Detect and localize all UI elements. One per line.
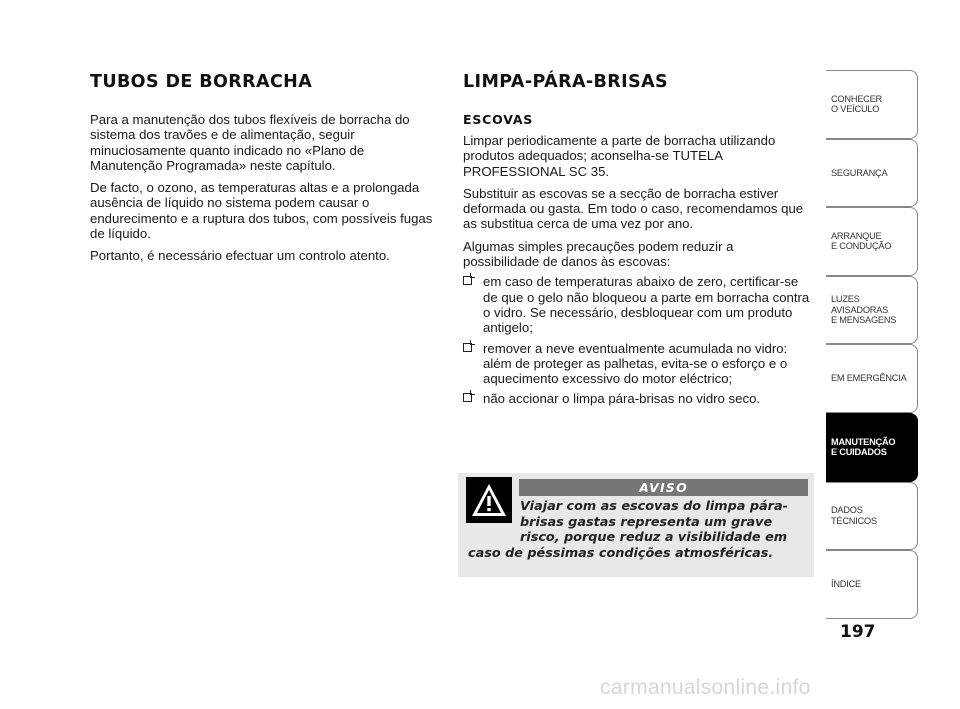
list-item: remover a neve eventualmente acumulada no vidro: além de proteger as palhetas, evita-se o esforço e o aquecimento excessivo do motor eléctrico;	[463, 341, 813, 387]
list-item: em caso de temperaturas abaixo de zero, certificar-se de que o gelo não bloqueou a parte em borracha contra o vidro. Se necessário, desbloquear com um produto antigelo;	[463, 274, 813, 335]
warning-box	[458, 473, 814, 577]
tab-chapter-7[interactable]	[826, 550, 918, 619]
section-title-tubos: TUBOS DE BORRACHA	[90, 72, 313, 92]
checkbox-bullet-icon	[463, 276, 472, 285]
tab-chapter-3[interactable]	[826, 276, 918, 345]
precautions-list	[463, 274, 813, 406]
watermark: carmanualsonline.info	[600, 676, 811, 699]
tab-chapter-4[interactable]	[826, 344, 918, 413]
tab-label: EM EMERGÊNCIA	[831, 373, 907, 384]
tab-label: SEGURANÇA	[831, 167, 888, 178]
tab-label: DADOS TÉCNICOS	[831, 505, 877, 526]
subsection-title-escovas: ESCOVAS	[463, 112, 534, 127]
paragraph: Limpar periodicamente a parte de borracha utilizando produtos adequados; aconselha-se TUTELA PROFESSIONAL SC 35.	[463, 133, 776, 179]
tab-chapter-2[interactable]	[826, 207, 918, 276]
tab-chapter-6[interactable]	[826, 482, 918, 551]
paragraph: De facto, o ozono, as temperaturas altas e a prolongada ausência de líquido no sistema podem causar o endurecimento e a ruptura dos tubos, com possíveis fugas de líquido.	[90, 180, 433, 242]
paragraph: Para a manutenção dos tubos flexíveis de borracha do sistema dos travões e de alimentação, seguir minuciosamente quanto indicado no «Plano de Manutenção Programada» neste capítulo.	[90, 112, 410, 173]
tab-label: ÍNDICE	[831, 579, 861, 590]
paragraph: Portanto, é necessário efectuar um controlo atento.	[90, 248, 390, 264]
tab-label: MANUTENÇÃO E CUIDADOS	[831, 436, 896, 458]
warning-label: AVISO	[519, 479, 808, 496]
checkbox-bullet-icon	[463, 393, 472, 402]
list-item: não accionar o limpa pára-brisas no vidro seco.	[463, 391, 813, 406]
right-column	[463, 72, 813, 412]
tab-chapter-1[interactable]	[826, 139, 918, 208]
chapter-tabs	[826, 70, 918, 619]
page-number: 197	[840, 622, 876, 642]
tab-chapter-0[interactable]	[826, 70, 918, 139]
tab-label: CONHECER O VEÍCULO	[831, 93, 882, 115]
paragraph: Algumas simples precauções podem reduzir a possibilidade de danos às escovas:	[463, 238, 734, 270]
left-column	[90, 72, 438, 271]
section-title-limpa-para-brisas: LIMPA-PÁRA-BRISAS	[463, 72, 669, 92]
checkbox-bullet-icon	[463, 343, 472, 352]
tab-label: LUZES AVISADORAS E MENSAGENS	[831, 294, 897, 326]
paragraph: Substituir as escovas se a secção de borracha estiver deformada ou gasta. Em todo o caso, recomendamos que as substitua cerca de uma vez por ano.	[463, 185, 804, 232]
tab-label: ARRANQUE E CONDUÇÃO	[831, 230, 892, 252]
warning-text: Viajar com as escovas do limpa pára-brisas gastas representa um grave risco, porque reduz a visibilidade em caso de péssimas condições atmosféricas.	[468, 499, 788, 561]
tab-chapter-5[interactable]	[826, 413, 918, 482]
